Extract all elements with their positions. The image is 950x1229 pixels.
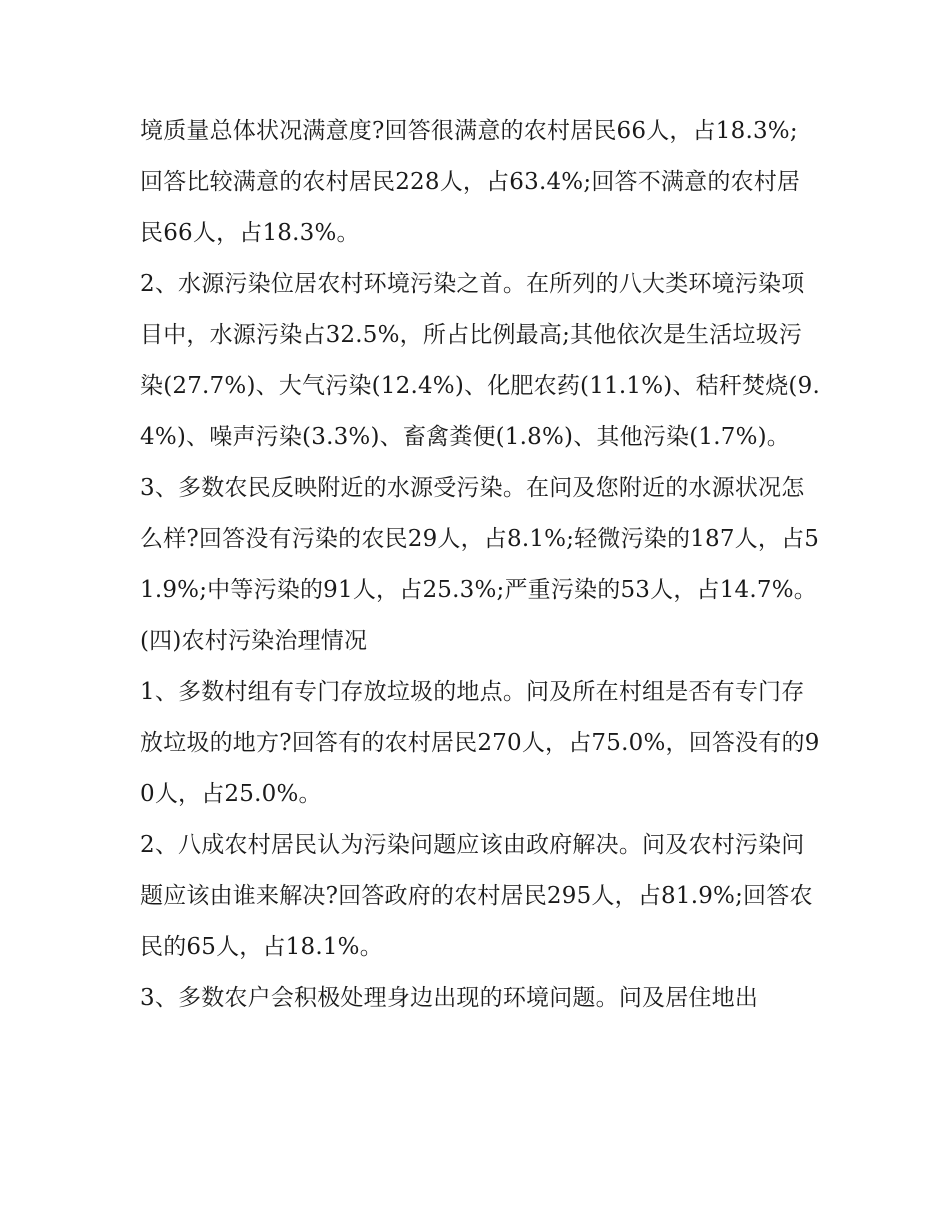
- section-heading-pollution-control: (四)农村污染治理情况: [140, 628, 368, 654]
- paragraph-government-responsibility: 2、八成农村居民认为污染问题应该由政府解决。问及农村污染问题应该由谁来解决?回答政府的农村居民295人，占81.9%;回答农民的65人，占18.1%。: [140, 832, 813, 960]
- paragraph-household-action: 3、多数农户会积极处理身边出现的环境问题。问及居住地出: [140, 985, 759, 1011]
- document-body: [140, 106, 820, 1024]
- paragraph-satisfaction: 境质量总体状况满意度?回答很满意的农村居民66人，占18.3%;回答比较满意的农村居民228人，占63.4%;回答不满意的农村居民66人，占18.3%。: [140, 118, 801, 246]
- paragraph-garbage-site: 1、多数村组有专门存放垃圾的地点。问及所在村组是否有专门存放垃圾的地方?回答有的农村居民270人，占75.0%，回答没有的90人，占25.0%。: [140, 679, 820, 807]
- paragraph-nearby-water: 3、多数农民反映附近的水源受污染。在问及您附近的水源状况怎么样?回答没有污染的农民29人，占8.1%;轻微污染的187人，占51.9%;中等污染的91人，占25.3%;严重污染的53人，占14.7%。: [140, 475, 820, 603]
- paragraph-water-pollution-top: 2、水源污染位居农村环境污染之首。在所列的八大类环境污染项目中，水源污染占32.5%，所占比例最高;其他依次是生活垃圾污染(27.7%)、大气污染(12.4%)、化肥农药(11.1%)、秸秆焚烧(9.4%)、噪声污染(3.3%)、畜禽粪便(1.8%)、其他污染(1.7%)。: [140, 271, 820, 450]
